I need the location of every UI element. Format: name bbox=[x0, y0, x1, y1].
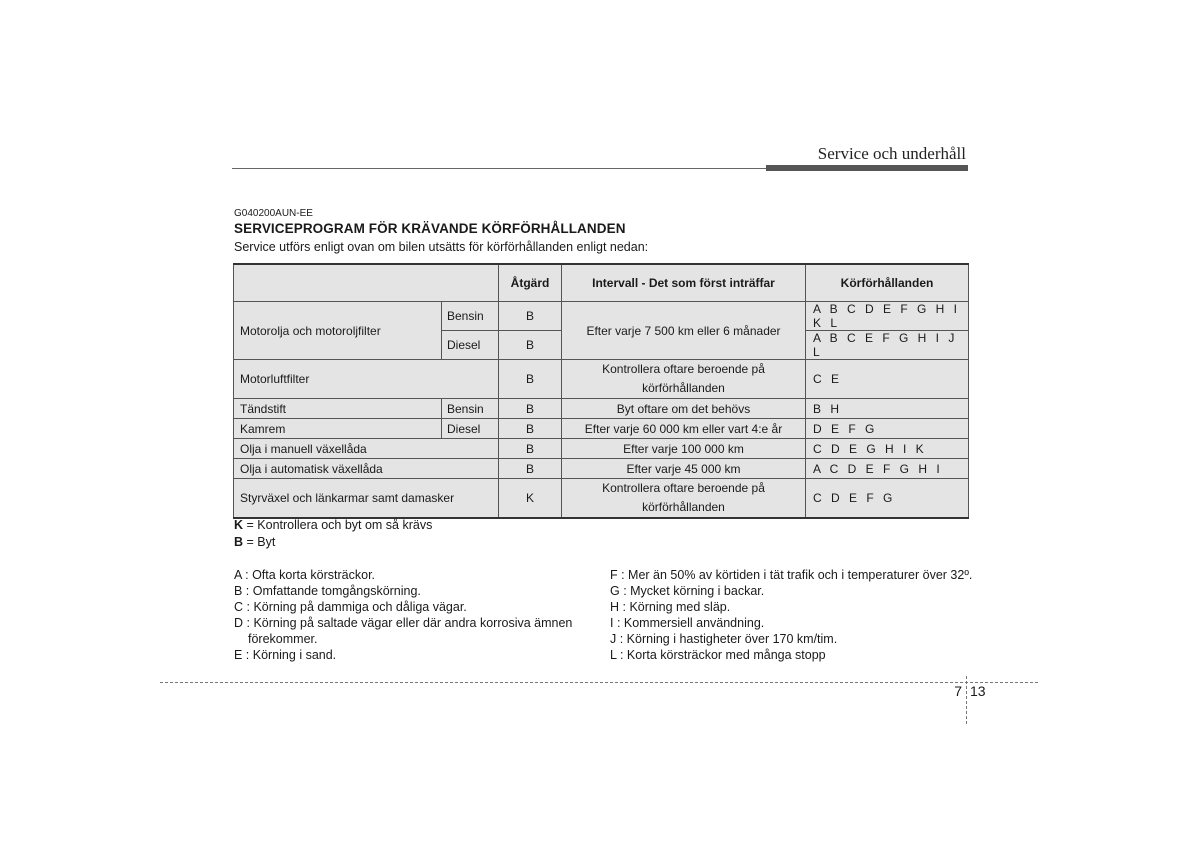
chapter-number: 7 bbox=[954, 683, 962, 699]
section-code: G040200AUN-EE bbox=[234, 208, 313, 219]
section-intro: Service utförs enligt ovan om bilen utsätts för körförhållanden enligt nedan: bbox=[234, 240, 649, 254]
header-rule bbox=[232, 168, 766, 169]
note-item: I : Kommersiell användning. bbox=[610, 616, 765, 630]
action-code: B bbox=[499, 331, 562, 360]
header-interval: Intervall - Det som först inträffar bbox=[562, 264, 806, 302]
note-item-continuation: förekommer. bbox=[248, 632, 318, 646]
note-item: L : Korta körsträckor med många stopp bbox=[610, 648, 826, 662]
interval-text: Efter varje 7 500 km eller 6 månader bbox=[562, 302, 806, 360]
legend-key: K bbox=[234, 518, 244, 532]
legend-k bbox=[234, 518, 432, 532]
interval-line: Kontrollera oftare beroende på bbox=[602, 481, 765, 495]
legend-b bbox=[234, 535, 275, 549]
fuel-petrol: Bensin bbox=[442, 302, 499, 331]
footer-dashed-rule bbox=[160, 682, 1038, 683]
legend-key: B bbox=[234, 535, 244, 549]
table-row bbox=[234, 479, 969, 519]
interval-line: körförhållanden bbox=[642, 381, 725, 395]
conditions-text: C E bbox=[806, 360, 969, 399]
notes-left bbox=[234, 567, 572, 663]
interval-line: Kontrollera oftare beroende på bbox=[602, 362, 765, 376]
interval-line: körförhållanden bbox=[642, 500, 725, 514]
conditions-text: B H bbox=[806, 399, 969, 419]
item-oil: Motorolja och motoroljfilter bbox=[234, 302, 442, 360]
note-item: F : Mer än 50% av körtiden i tät trafik och i temperaturer över 32º. bbox=[610, 568, 973, 582]
interval-text: Byt oftare om det behövs bbox=[562, 399, 806, 419]
note-item: B : Omfattande tomgångskörning. bbox=[234, 584, 421, 598]
action-code: B bbox=[499, 419, 562, 439]
item-timing-belt: Kamrem bbox=[234, 419, 442, 439]
interval-text: Efter varje 60 000 km eller vart 4:e år bbox=[562, 419, 806, 439]
header-title: Service och underhåll bbox=[817, 144, 966, 163]
table-row bbox=[234, 419, 969, 439]
note-item: E : Körning i sand. bbox=[234, 648, 337, 662]
header-rule-bar bbox=[766, 165, 968, 171]
table-row bbox=[234, 302, 969, 331]
conditions-text: D E F G bbox=[806, 419, 969, 439]
page-number: 13 bbox=[970, 683, 986, 699]
item-spark-plugs: Tändstift bbox=[234, 399, 442, 419]
conditions-text: A C D E F G H I bbox=[806, 459, 969, 479]
item-air-filter: Motorluftfilter bbox=[234, 360, 499, 399]
table-header-row bbox=[234, 264, 969, 302]
interval-text: Efter varje 45 000 km bbox=[562, 459, 806, 479]
table-row bbox=[234, 459, 969, 479]
interval-text bbox=[562, 360, 806, 399]
fuel-diesel: Diesel bbox=[442, 419, 499, 439]
legend-text: = Byt bbox=[243, 535, 276, 549]
header-action: Åtgärd bbox=[499, 264, 562, 302]
conditions-text: A B C E F G H I J L bbox=[806, 331, 969, 360]
conditions-text: A B C D E F G H I K L bbox=[806, 302, 969, 331]
interval-text: Efter varje 100 000 km bbox=[562, 439, 806, 459]
note-item: J : Körning i hastigheter över 170 km/tim. bbox=[610, 632, 838, 646]
section-heading: SERVICEPROGRAM FÖR KRÄVANDE KÖRFÖRHÅLLANDEN bbox=[234, 221, 626, 236]
note-item: C : Körning på dammiga och dåliga vägar. bbox=[234, 600, 467, 614]
fuel-diesel: Diesel bbox=[442, 331, 499, 360]
note-item: D : Körning på saltade vägar eller där andra korrosiva ämnen bbox=[234, 616, 573, 630]
action-code: B bbox=[499, 459, 562, 479]
header-conditions: Körförhållanden bbox=[806, 264, 969, 302]
conditions-text: C D E G H I K bbox=[806, 439, 969, 459]
notes-right bbox=[610, 567, 972, 663]
interval-text bbox=[562, 479, 806, 519]
item-manual-gearbox-oil: Olja i manuell växellåda bbox=[234, 439, 499, 459]
item-automatic-gearbox-oil: Olja i automatisk växellåda bbox=[234, 459, 499, 479]
table-row bbox=[234, 360, 969, 399]
note-item: G : Mycket körning i backar. bbox=[610, 584, 765, 598]
note-item: A : Ofta korta körsträckor. bbox=[234, 568, 376, 582]
action-code: K bbox=[499, 479, 562, 519]
item-steering: Styrväxel och länkarmar samt damasker bbox=[234, 479, 499, 519]
fuel-petrol: Bensin bbox=[442, 399, 499, 419]
action-code: B bbox=[499, 302, 562, 331]
note-item: H : Körning med släp. bbox=[610, 600, 731, 614]
action-code: B bbox=[499, 360, 562, 399]
action-code: B bbox=[499, 439, 562, 459]
action-code: B bbox=[499, 399, 562, 419]
page-number-divider bbox=[966, 676, 967, 724]
conditions-text: C D E F G bbox=[806, 479, 969, 519]
legend-text: = Kontrollera och byt om så krävs bbox=[243, 518, 433, 532]
table-row bbox=[234, 439, 969, 459]
table-row bbox=[234, 399, 969, 419]
service-table bbox=[233, 263, 969, 519]
header-item bbox=[234, 264, 499, 302]
